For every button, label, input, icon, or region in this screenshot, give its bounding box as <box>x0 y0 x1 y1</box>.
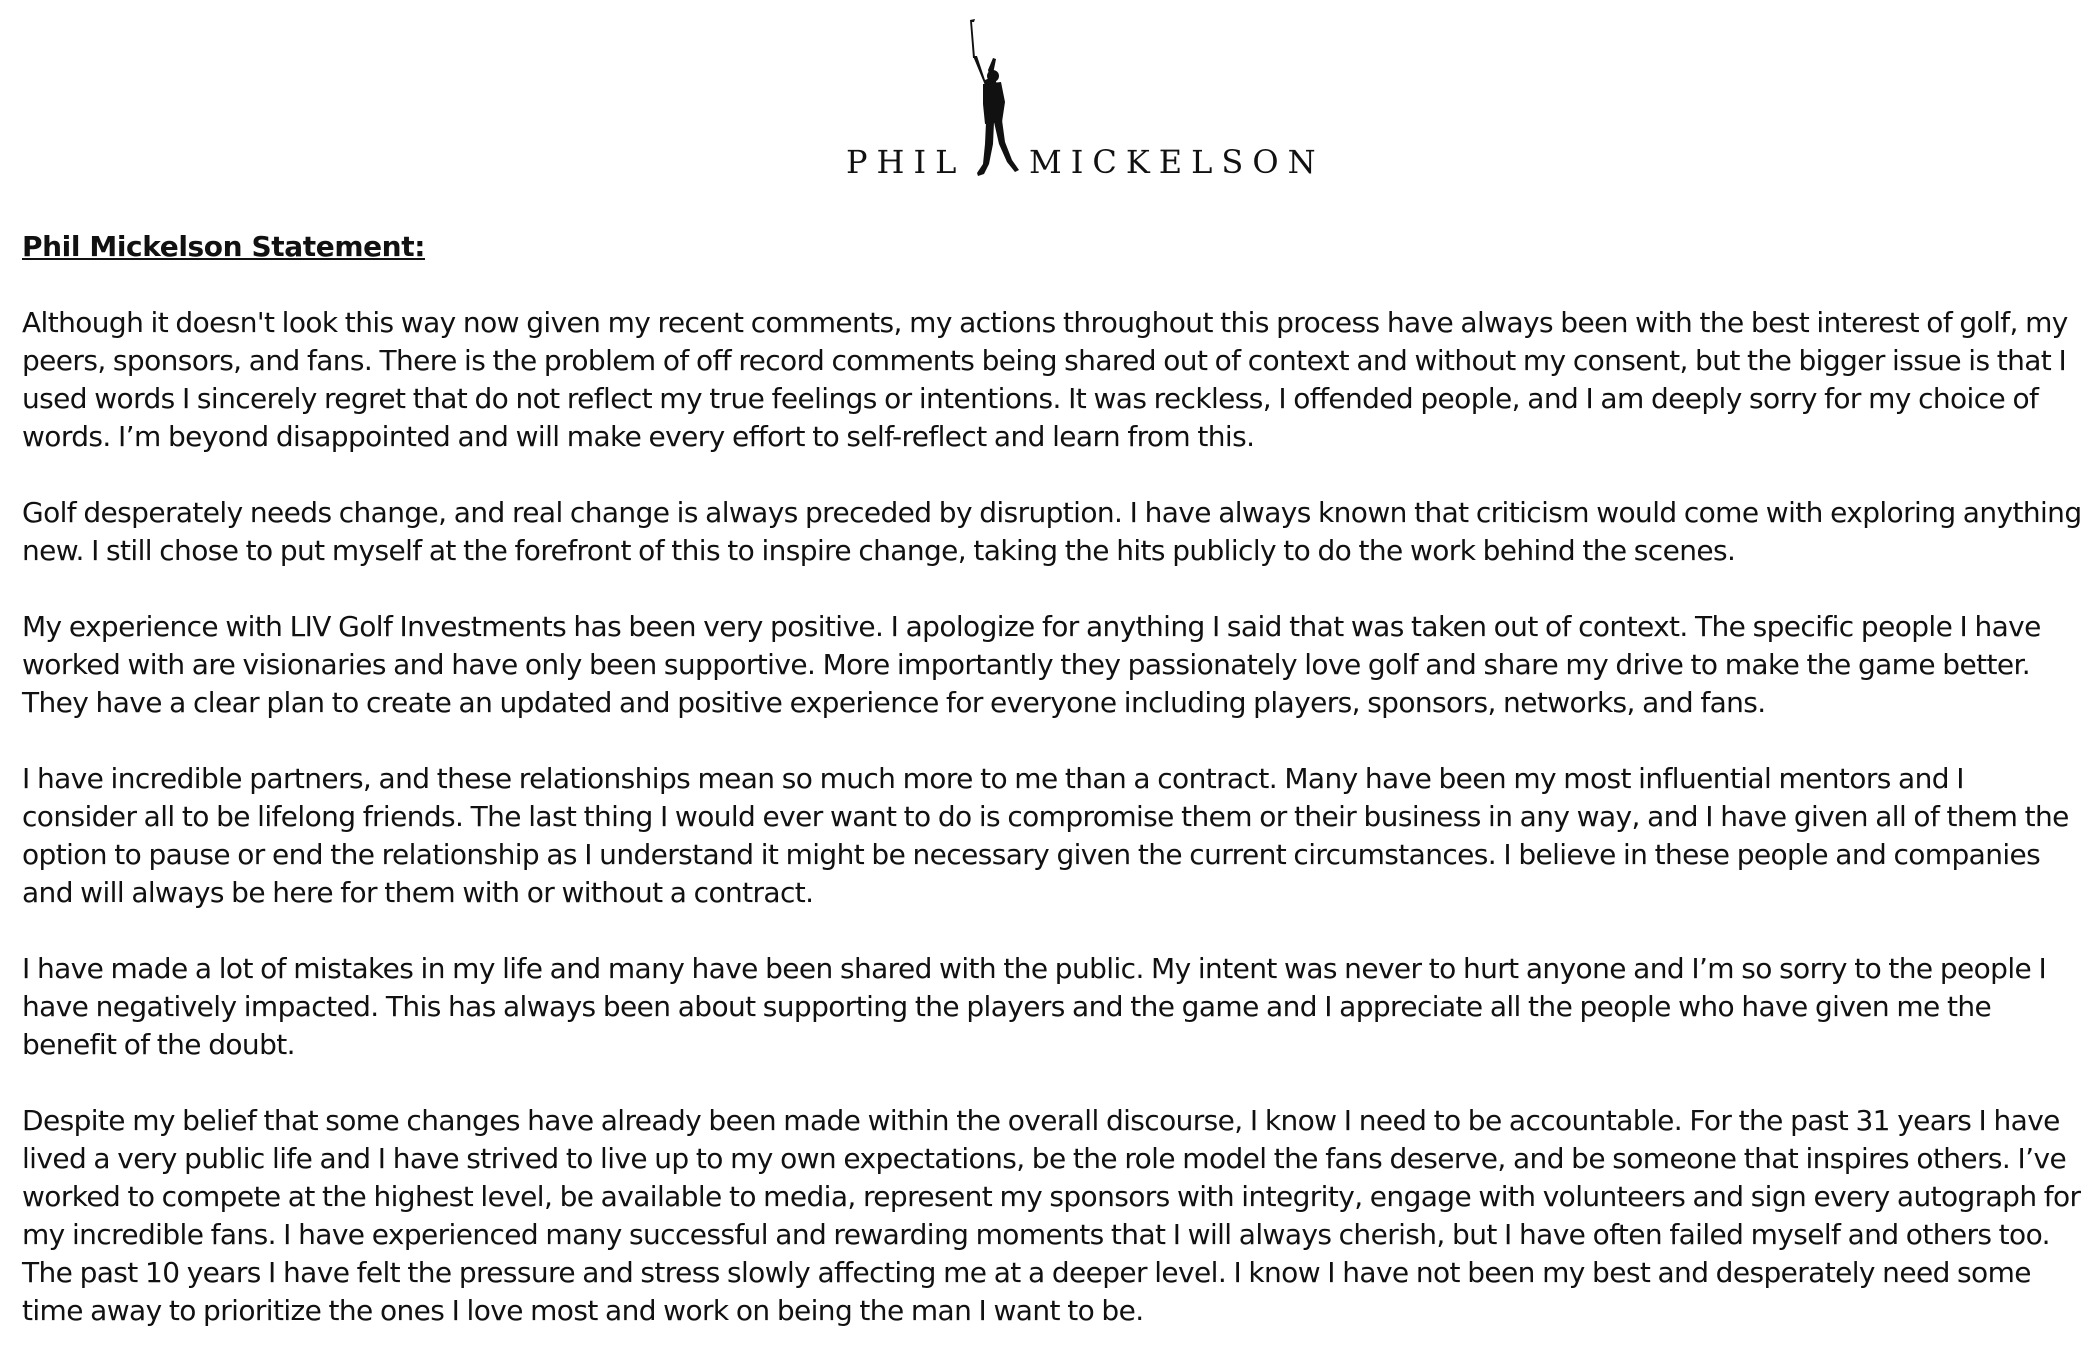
phil-mickelson-logo <box>846 18 1326 188</box>
statement-paragraph-1: Although it doesn't look this way now given my recent comments, my actions throughout this process have always been with the best interest of golf, my peers, sponsors, and fans. There is the problem of off record comments being shared out of context and without my consent, but the bigger issue is that I used words I sincerely regret that do not reflect my true feelings or intentions. It was reckless, I offended people, and I am deeply sorry for my choice of words. I’m beyond disappointed and will make every effort to self-reflect and learn from this. <box>22 306 2068 453</box>
logo-first-name: PHIL <box>846 143 966 181</box>
letterhead <box>0 18 2096 188</box>
statement-paragraph-2: Golf desperately needs change, and real change is always preceded by disruption. I have always known that criticism would come with exploring anything new. I still chose to put myself at the forefront of this to inspire change, taking the hits publicly to do the work behind the scenes. <box>22 496 2082 567</box>
statement-paragraph-5: I have made a lot of mistakes in my life and many have been shared with the public. My intent was never to hurt anyone and I’m so sorry to the people I have negatively impacted. This has always been about supporting the players and the game and I appreciate all the people who have given me the benefit of the doubt. <box>22 952 2047 1061</box>
statement-paragraph-6: Despite my belief that some changes have already been made within the overall discourse, I know I need to be accountable. For the past 31 years I have lived a very public life and I have strived to live up to my own expectations, be the role model the fans deserve, and be someone that inspires others. I’ve worked to compete at the highest level, be available to media, represent my sponsors with integrity, engage with volunteers and sign every autograph for my incredible fans. I have experienced many successful and rewarding moments that I will always cherish, but I have often failed myself and others too. The past 10 years I have felt the pressure and stress slowly affecting me at a deeper level. I know I have not been my best and desperately need some time away to prioritize the ones I love most and work on being the man I want to be. <box>22 1104 2081 1327</box>
statement-title: Phil Mickelson Statement: <box>22 230 426 263</box>
statement-paragraph-3: My experience with LIV Golf Investments has been very positive. I apologize for anything I said that was taken out of context. The specific people I have worked with are visionaries and have only been supportive. More importantly they passionately love golf and share my drive to make the game better. They have a clear plan to create an updated and positive experience for everyone including players, sponsors, networks, and fans. <box>22 610 2041 719</box>
statement-document <box>22 228 2082 1368</box>
logo-last-name: MICKELSON <box>1029 143 1325 181</box>
golfer-silhouette-icon <box>963 18 1025 180</box>
statement-paragraph-4: I have incredible partners, and these relationships mean so much more to me than a contract. Many have been my most influential mentors and I consider all to be lifelong friends. The last thing I would ever want to do is compromise them or their business in any way, and I have given all of them the option to pause or end the relationship as I understand it might be necessary given the current circumstances. I believe in these people and companies and will always be here for them with or without a contract. <box>22 762 2069 909</box>
